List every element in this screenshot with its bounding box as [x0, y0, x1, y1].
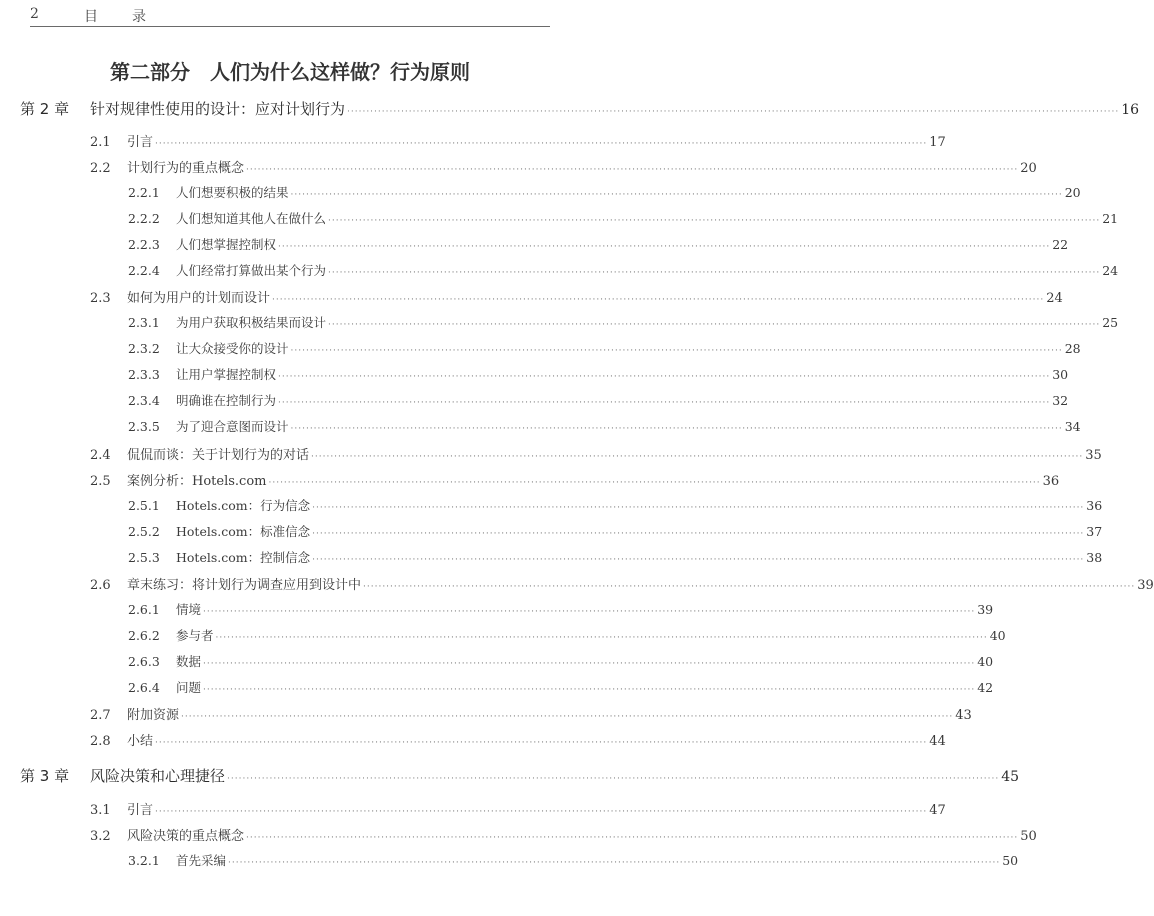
dot-leader: ········································································································································································································	[155, 139, 928, 149]
dot-leader: ········································································································································································································	[311, 452, 1084, 462]
section-page-number: 17	[929, 135, 946, 150]
section-page-number: 35	[1085, 448, 1102, 463]
dot-leader: ········································································································································································································	[268, 478, 1041, 488]
section-entry	[90, 444, 1102, 463]
subsection-entry	[128, 496, 1103, 514]
section-entry	[90, 574, 1154, 593]
subsection-entry	[128, 626, 1006, 644]
subsection-entry	[128, 522, 1103, 540]
subsection-page-number: 38	[1086, 550, 1103, 565]
subsection-title: 首先采编	[176, 853, 227, 868]
subsection-title: 让大众接受你的设计	[176, 341, 289, 356]
subsection-number: 2.5.3	[128, 550, 160, 565]
subsection-entry	[128, 183, 1081, 201]
subsection-page-number: 20	[1064, 185, 1081, 200]
subsection-entry	[128, 417, 1081, 435]
section-title: 附加资源	[127, 708, 180, 723]
subsection-number: 2.5.2	[128, 524, 160, 539]
section-number: 3.2	[90, 829, 111, 844]
dot-leader: ········································································································································································································	[181, 712, 954, 722]
dot-leader: ········································································································································································································	[203, 659, 976, 669]
section-number: 2.8	[90, 734, 111, 749]
chapter-title: 针对规律性使用的设计：应对计划行为	[90, 100, 346, 118]
subsection-title: Hotels.com：控制信念	[176, 550, 311, 565]
section-title: 如何为用户的计划而设计	[127, 291, 271, 306]
subsection-page-number: 28	[1064, 341, 1081, 356]
subsection-entry	[128, 209, 1119, 227]
chapter-page-number: 16	[1121, 102, 1140, 118]
dot-leader: ········································································································································································································	[278, 372, 1051, 382]
header-page-number: 2	[30, 6, 39, 22]
dot-leader: ········································································································································································································	[227, 774, 1000, 784]
subsection-page-number: 21	[1102, 211, 1119, 226]
subsection-title: 情境	[176, 602, 202, 617]
subsection-number: 2.3.2	[128, 341, 160, 356]
section-number: 2.7	[90, 708, 111, 723]
chapter-title: 风险决策和心理捷径	[90, 767, 226, 785]
subsection-page-number: 36	[1086, 498, 1103, 513]
dot-leader: ········································································································································································································	[203, 685, 976, 695]
subsection-title: 人们想知道其他人在做什么	[176, 211, 327, 226]
section-entry	[90, 825, 1037, 844]
subsection-entry	[128, 261, 1119, 279]
subsection-number: 2.6.1	[128, 602, 160, 617]
subsection-entry	[128, 678, 994, 696]
subsection-title: 明确谁在控制行为	[176, 393, 277, 408]
running-header	[30, 4, 550, 27]
subsection-entry	[128, 339, 1081, 357]
dot-leader: ········································································································································································································	[328, 320, 1101, 330]
section-page-number: 36	[1042, 474, 1060, 489]
dot-leader: ········································································································································································································	[312, 555, 1085, 565]
dot-leader: ········································································································································································································	[278, 242, 1051, 252]
dot-leader: ········································································································································································································	[215, 633, 988, 643]
subsection-entry	[128, 235, 1069, 253]
subsection-number: 2.6.2	[128, 628, 160, 643]
subsection-entry	[128, 600, 994, 618]
subsection-number: 2.3.1	[128, 315, 160, 330]
dot-leader: ········································································································································································································	[155, 738, 928, 748]
dot-leader: ········································································································································································································	[347, 107, 1120, 117]
subsection-title: 让用户掌握控制权	[176, 367, 277, 382]
section-page-number: 44	[929, 734, 946, 749]
dot-leader: ········································································································································································································	[203, 607, 976, 617]
subsection-title: Hotels.com：行为信念	[176, 498, 311, 513]
section-entry	[90, 287, 1063, 306]
dot-leader: ········································································································································································································	[246, 833, 1019, 843]
subsection-title: 为了迎合意图而设计	[176, 419, 289, 434]
part-title: 第二部分 人们为什么这样做？行为原则	[110, 60, 470, 84]
section-entry	[90, 157, 1037, 176]
dot-leader: ········································································································································································································	[278, 398, 1051, 408]
subsection-entry	[128, 548, 1103, 566]
subsection-entry	[128, 313, 1119, 331]
section-title: 引言	[127, 135, 154, 150]
chapter-number: 第 3 章	[20, 767, 70, 785]
subsection-page-number: 32	[1052, 393, 1069, 408]
section-entry	[90, 799, 946, 818]
section-title: 计划行为的重点概念	[127, 161, 245, 176]
section-number: 2.6	[90, 578, 111, 593]
dot-leader: ········································································································································································································	[290, 346, 1063, 356]
dot-leader: ········································································································································································································	[312, 529, 1085, 539]
subsection-number: 2.2.3	[128, 237, 160, 252]
section-number: 2.1	[90, 135, 111, 150]
chapter-number: 第 2 章	[20, 100, 70, 118]
subsection-number: 2.3.4	[128, 393, 160, 408]
subsection-title: Hotels.com：标准信念	[176, 524, 311, 539]
subsection-number: 2.3.3	[128, 367, 160, 382]
section-page-number: 47	[929, 803, 946, 818]
subsection-title: 为用户获取积极结果而设计	[176, 315, 327, 330]
subsection-number: 2.6.4	[128, 680, 160, 695]
subsection-page-number: 40	[977, 654, 994, 669]
subsection-entry	[128, 391, 1069, 409]
section-number: 3.1	[90, 803, 111, 818]
section-title: 侃侃而谈：关于计划行为的对话	[127, 448, 310, 463]
subsection-number: 2.2.2	[128, 211, 160, 226]
subsection-page-number: 34	[1064, 419, 1081, 434]
dot-leader: ········································································································································································································	[312, 503, 1085, 513]
subsection-title: 数据	[176, 654, 202, 669]
section-title: 引言	[127, 803, 154, 818]
subsection-number: 3.2.1	[128, 853, 160, 868]
dot-leader: ········································································································································································································	[228, 858, 1001, 868]
subsection-number: 2.2.4	[128, 263, 160, 278]
section-entry	[90, 470, 1060, 489]
header-title: 目录	[84, 9, 180, 25]
subsection-page-number: 42	[977, 680, 994, 695]
subsection-entry	[128, 365, 1069, 383]
dot-leader: ········································································································································································································	[290, 424, 1063, 434]
section-page-number: 39	[1137, 578, 1154, 593]
section-entry	[90, 704, 972, 723]
chapter-page-number: 45	[1001, 769, 1020, 785]
section-title: 章末练习：将计划行为调查应用到设计中	[127, 578, 362, 593]
section-page-number: 50	[1020, 829, 1037, 844]
section-entry	[90, 131, 946, 150]
chapter-entry	[20, 98, 1140, 119]
section-page-number: 43	[955, 708, 972, 723]
dot-leader: ········································································································································································································	[246, 165, 1019, 175]
dot-leader: ········································································································································································································	[290, 190, 1063, 200]
section-title: 案例分析：Hotels.com	[127, 474, 267, 489]
subsection-number: 2.2.1	[128, 185, 160, 200]
section-title: 风险决策的重点概念	[127, 829, 245, 844]
dot-leader: ········································································································································································································	[363, 582, 1136, 592]
section-page-number: 20	[1020, 161, 1037, 176]
dot-leader: ········································································································································································································	[272, 295, 1045, 305]
section-entry	[90, 730, 946, 749]
subsection-entry	[128, 851, 1019, 869]
subsection-title: 参与者	[176, 628, 214, 643]
section-number: 2.2	[90, 161, 111, 176]
subsection-number: 2.6.3	[128, 654, 160, 669]
subsection-title: 人们想掌握控制权	[176, 237, 277, 252]
section-number: 2.3	[90, 291, 111, 306]
chapter-entry	[20, 765, 1020, 786]
subsection-page-number: 50	[1002, 853, 1019, 868]
dot-leader: ········································································································································································································	[328, 216, 1101, 226]
dot-leader: ········································································································································································································	[328, 268, 1101, 278]
subsection-page-number: 37	[1086, 524, 1103, 539]
subsection-number: 2.5.1	[128, 498, 160, 513]
section-page-number: 24	[1046, 291, 1063, 306]
dot-leader: ········································································································································································································	[155, 807, 928, 817]
subsection-title: 人们想要积极的结果	[176, 185, 289, 200]
subsection-entry	[128, 652, 994, 670]
subsection-page-number: 39	[977, 602, 994, 617]
subsection-page-number: 22	[1052, 237, 1069, 252]
subsection-page-number: 30	[1052, 367, 1069, 382]
subsection-page-number: 25	[1102, 315, 1119, 330]
section-title: 小结	[127, 734, 154, 749]
subsection-title: 人们经常打算做出某个行为	[176, 263, 327, 278]
subsection-number: 2.3.5	[128, 419, 160, 434]
section-number: 2.4	[90, 448, 111, 463]
subsection-page-number: 40	[989, 628, 1006, 643]
section-number: 2.5	[90, 474, 111, 489]
subsection-title: 问题	[176, 680, 202, 695]
subsection-page-number: 24	[1102, 263, 1119, 278]
